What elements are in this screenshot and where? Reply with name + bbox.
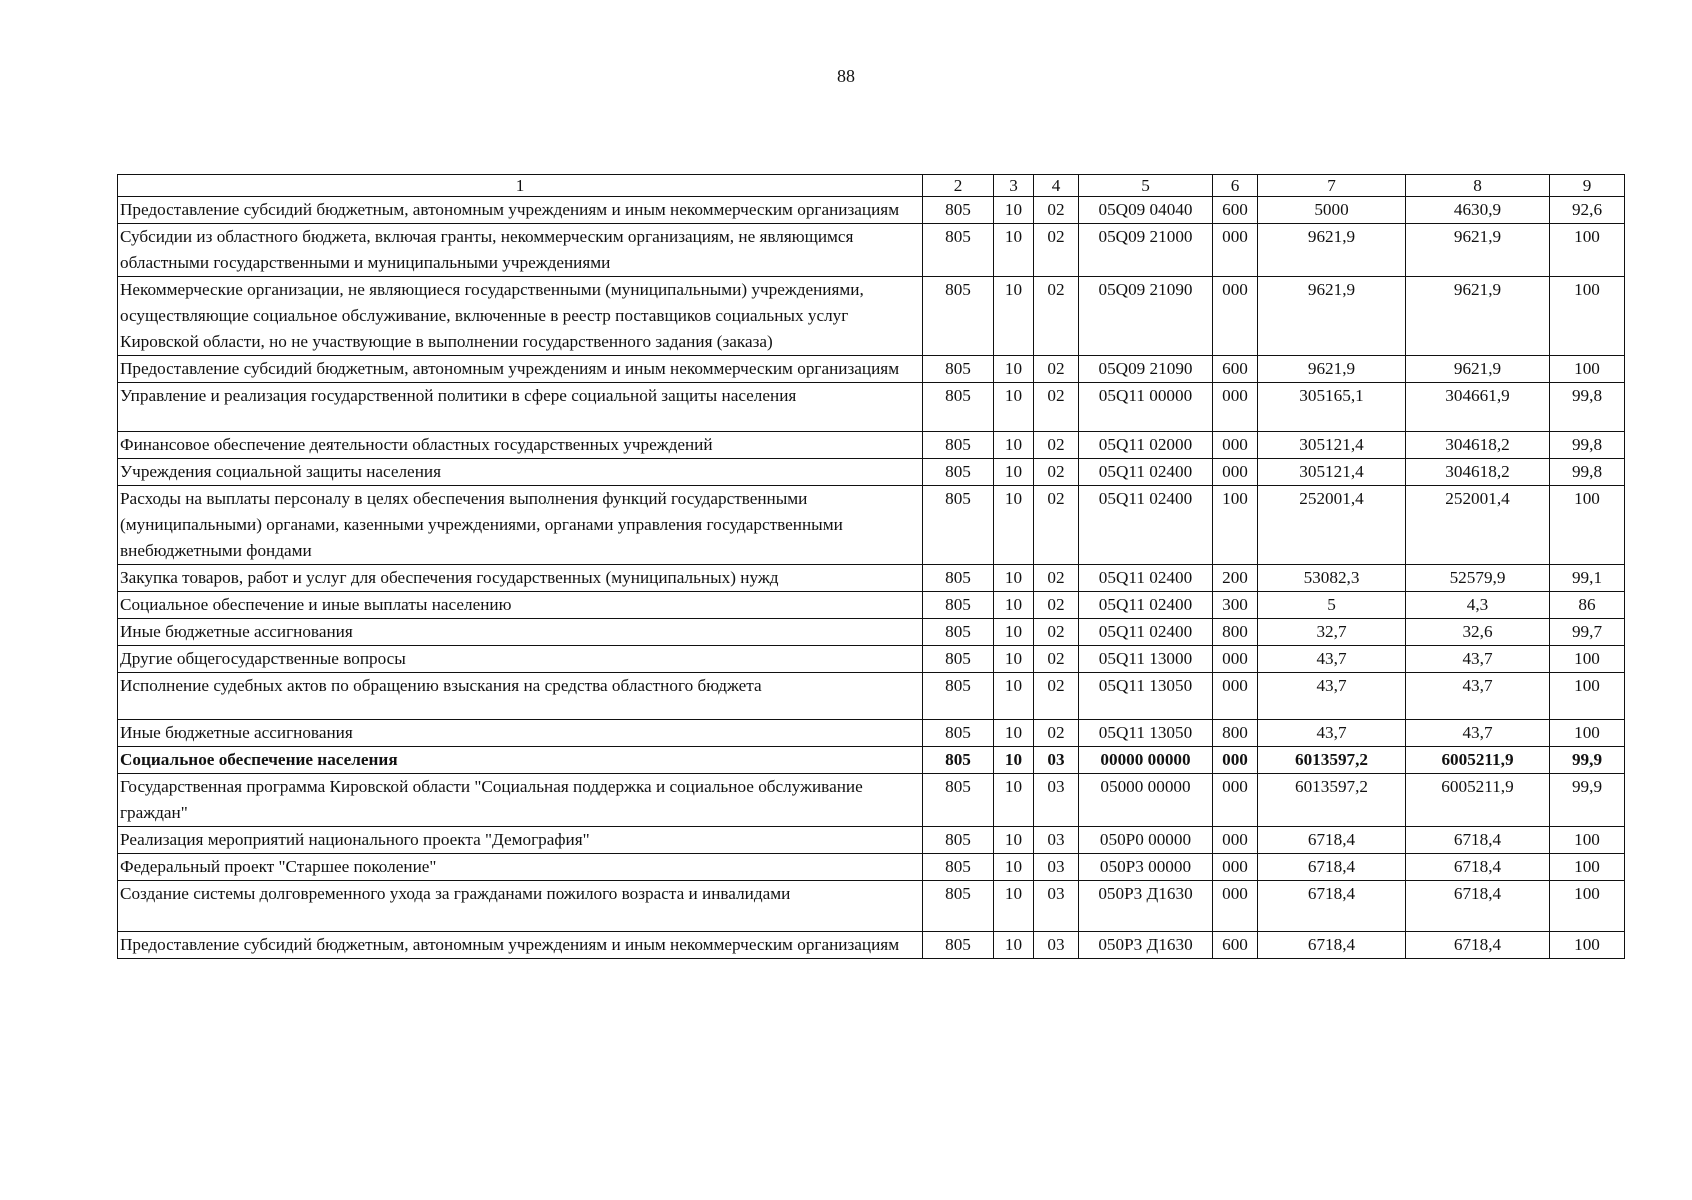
- row-section-cell: 10: [994, 646, 1034, 673]
- row-percent-cell: 100: [1550, 854, 1625, 881]
- row-section-cell: 10: [994, 774, 1034, 827]
- row-expense-type-cell: 800: [1213, 619, 1258, 646]
- row-section-cell: 10: [994, 565, 1034, 592]
- row-section-cell: 10: [994, 881, 1034, 932]
- row-name-cell: Предоставление субсидий бюджетным, автономным учреждениям и иным некоммерческим организациям: [118, 356, 923, 383]
- row-percent-cell: 100: [1550, 881, 1625, 932]
- table-row: [118, 619, 1625, 646]
- row-plan-cell: 32,7: [1258, 619, 1406, 646]
- row-actual-cell: 304618,2: [1406, 432, 1550, 459]
- row-subsection-cell: 02: [1034, 197, 1079, 224]
- table-row: [118, 774, 1625, 827]
- row-section-cell: 10: [994, 486, 1034, 565]
- row-target-cell: 05Q11 13000: [1079, 646, 1213, 673]
- row-name-cell: Управление и реализация государственной политики в сфере социальной защиты населения: [118, 383, 923, 432]
- table-row: [118, 197, 1625, 224]
- row-percent-cell: 100: [1550, 356, 1625, 383]
- table-row: [118, 224, 1625, 277]
- row-actual-cell: 43,7: [1406, 720, 1550, 747]
- row-plan-cell: 6718,4: [1258, 827, 1406, 854]
- row-name-cell: Социальное обеспечение населения: [118, 747, 923, 774]
- row-expense-type-cell: 000: [1213, 881, 1258, 932]
- row-code-cell: 805: [923, 646, 994, 673]
- row-name-cell: Закупка товаров, работ и услуг для обеспечения государственных (муниципальных) нужд: [118, 565, 923, 592]
- row-subsection-cell: 03: [1034, 774, 1079, 827]
- table-row: [118, 565, 1625, 592]
- row-percent-cell: 100: [1550, 646, 1625, 673]
- row-name-cell: Реализация мероприятий национального проекта "Демография": [118, 827, 923, 854]
- row-name-cell: Иные бюджетные ассигнования: [118, 619, 923, 646]
- row-section-cell: 10: [994, 432, 1034, 459]
- row-actual-cell: 6718,4: [1406, 881, 1550, 932]
- row-subsection-cell: 02: [1034, 673, 1079, 720]
- row-subsection-cell: 02: [1034, 565, 1079, 592]
- table-row: [118, 854, 1625, 881]
- table-body: [118, 197, 1625, 959]
- row-section-cell: 10: [994, 459, 1034, 486]
- row-name-cell: Другие общегосударственные вопросы: [118, 646, 923, 673]
- row-section-cell: 10: [994, 619, 1034, 646]
- col-header-6: 6: [1213, 175, 1258, 197]
- row-plan-cell: 43,7: [1258, 673, 1406, 720]
- row-name-cell: Учреждения социальной защиты населения: [118, 459, 923, 486]
- row-target-cell: 05Q11 13050: [1079, 673, 1213, 720]
- row-plan-cell: 5000: [1258, 197, 1406, 224]
- row-plan-cell: 9621,9: [1258, 356, 1406, 383]
- row-percent-cell: 99,8: [1550, 383, 1625, 432]
- row-expense-type-cell: 000: [1213, 459, 1258, 486]
- row-actual-cell: 9621,9: [1406, 356, 1550, 383]
- row-subsection-cell: 03: [1034, 747, 1079, 774]
- row-actual-cell: 32,6: [1406, 619, 1550, 646]
- row-percent-cell: 99,8: [1550, 459, 1625, 486]
- row-actual-cell: 4,3: [1406, 592, 1550, 619]
- row-actual-cell: 9621,9: [1406, 224, 1550, 277]
- row-name-cell: Иные бюджетные ассигнования: [118, 720, 923, 747]
- row-percent-cell: 99,7: [1550, 619, 1625, 646]
- col-header-7: 7: [1258, 175, 1406, 197]
- row-plan-cell: 5: [1258, 592, 1406, 619]
- row-percent-cell: 99,8: [1550, 432, 1625, 459]
- row-name-cell: Субсидии из областного бюджета, включая гранты, некоммерческим организациям, не являющимся областными государственными и муниципальными учреждениями: [118, 224, 923, 277]
- row-expense-type-cell: 000: [1213, 854, 1258, 881]
- row-percent-cell: 100: [1550, 277, 1625, 356]
- col-header-8: 8: [1406, 175, 1550, 197]
- row-actual-cell: 43,7: [1406, 673, 1550, 720]
- row-plan-cell: 6013597,2: [1258, 747, 1406, 774]
- row-name-cell: Финансовое обеспечение деятельности областных государственных учреждений: [118, 432, 923, 459]
- row-percent-cell: 100: [1550, 486, 1625, 565]
- budget-table: [117, 174, 1625, 959]
- row-target-cell: 050P3 Д1630: [1079, 881, 1213, 932]
- row-percent-cell: 99,9: [1550, 747, 1625, 774]
- row-target-cell: 05Q09 21090: [1079, 277, 1213, 356]
- row-plan-cell: 43,7: [1258, 646, 1406, 673]
- row-plan-cell: 252001,4: [1258, 486, 1406, 565]
- row-percent-cell: 99,9: [1550, 774, 1625, 827]
- row-section-cell: 10: [994, 277, 1034, 356]
- row-name-cell: Предоставление субсидий бюджетным, автономным учреждениям и иным некоммерческим организациям: [118, 197, 923, 224]
- table-row: [118, 432, 1625, 459]
- row-target-cell: 050P0 00000: [1079, 827, 1213, 854]
- row-percent-cell: 99,1: [1550, 565, 1625, 592]
- table-row: [118, 673, 1625, 720]
- row-plan-cell: 305121,4: [1258, 459, 1406, 486]
- row-code-cell: 805: [923, 383, 994, 432]
- row-code-cell: 805: [923, 277, 994, 356]
- row-subsection-cell: 02: [1034, 224, 1079, 277]
- col-header-5: 5: [1079, 175, 1213, 197]
- row-percent-cell: 92,6: [1550, 197, 1625, 224]
- row-section-cell: 10: [994, 592, 1034, 619]
- row-actual-cell: 6718,4: [1406, 854, 1550, 881]
- row-code-cell: 805: [923, 224, 994, 277]
- row-percent-cell: 100: [1550, 827, 1625, 854]
- row-section-cell: 10: [994, 747, 1034, 774]
- row-section-cell: 10: [994, 356, 1034, 383]
- row-expense-type-cell: 600: [1213, 932, 1258, 959]
- row-percent-cell: 100: [1550, 932, 1625, 959]
- row-expense-type-cell: 300: [1213, 592, 1258, 619]
- row-subsection-cell: 02: [1034, 277, 1079, 356]
- row-target-cell: 05Q09 04040: [1079, 197, 1213, 224]
- row-subsection-cell: 02: [1034, 646, 1079, 673]
- row-percent-cell: 100: [1550, 720, 1625, 747]
- row-target-cell: 05Q11 02400: [1079, 565, 1213, 592]
- row-section-cell: 10: [994, 854, 1034, 881]
- row-code-cell: 805: [923, 932, 994, 959]
- row-expense-type-cell: 000: [1213, 432, 1258, 459]
- row-target-cell: 00000 00000: [1079, 747, 1213, 774]
- table-row: [118, 486, 1625, 565]
- table-row: [118, 932, 1625, 959]
- row-expense-type-cell: 000: [1213, 827, 1258, 854]
- row-actual-cell: 304661,9: [1406, 383, 1550, 432]
- row-code-cell: 805: [923, 619, 994, 646]
- row-code-cell: 805: [923, 827, 994, 854]
- row-section-cell: 10: [994, 932, 1034, 959]
- row-name-cell: Исполнение судебных актов по обращению взыскания на средства областного бюджета: [118, 673, 923, 720]
- row-target-cell: 05Q09 21000: [1079, 224, 1213, 277]
- row-plan-cell: 6718,4: [1258, 932, 1406, 959]
- row-section-cell: 10: [994, 197, 1034, 224]
- row-name-cell: Государственная программа Кировской области "Социальная поддержка и социальное обслуживание граждан": [118, 774, 923, 827]
- col-header-1: 1: [118, 175, 923, 197]
- row-name-cell: Создание системы долговременного ухода за гражданами пожилого возраста и инвалидами: [118, 881, 923, 932]
- row-code-cell: 805: [923, 486, 994, 565]
- row-plan-cell: 9621,9: [1258, 277, 1406, 356]
- table-row: [118, 277, 1625, 356]
- row-actual-cell: 6718,4: [1406, 932, 1550, 959]
- row-target-cell: 05Q09 21090: [1079, 356, 1213, 383]
- row-target-cell: 05000 00000: [1079, 774, 1213, 827]
- row-target-cell: 050P3 Д1630: [1079, 932, 1213, 959]
- row-expense-type-cell: 100: [1213, 486, 1258, 565]
- table-row: [118, 827, 1625, 854]
- row-name-cell: Расходы на выплаты персоналу в целях обеспечения выполнения функций государственными (муниципальными) органами, казенными учреждениями, органами управления государственными внебюджетными фондами: [118, 486, 923, 565]
- row-name-cell: Федеральный проект "Старшее поколение": [118, 854, 923, 881]
- row-target-cell: 05Q11 02400: [1079, 486, 1213, 565]
- row-target-cell: 05Q11 02000: [1079, 432, 1213, 459]
- row-code-cell: 805: [923, 197, 994, 224]
- row-expense-type-cell: 000: [1213, 646, 1258, 673]
- table-row: [118, 747, 1625, 774]
- row-target-cell: 05Q11 00000: [1079, 383, 1213, 432]
- row-expense-type-cell: 800: [1213, 720, 1258, 747]
- row-code-cell: 805: [923, 459, 994, 486]
- row-expense-type-cell: 000: [1213, 774, 1258, 827]
- row-plan-cell: 53082,3: [1258, 565, 1406, 592]
- row-subsection-cell: 03: [1034, 932, 1079, 959]
- col-header-2: 2: [923, 175, 994, 197]
- row-actual-cell: 4630,9: [1406, 197, 1550, 224]
- row-section-cell: 10: [994, 224, 1034, 277]
- row-subsection-cell: 03: [1034, 881, 1079, 932]
- row-plan-cell: 43,7: [1258, 720, 1406, 747]
- table-row: [118, 592, 1625, 619]
- row-percent-cell: 86: [1550, 592, 1625, 619]
- table-row: [118, 459, 1625, 486]
- col-header-3: 3: [994, 175, 1034, 197]
- row-plan-cell: 6013597,2: [1258, 774, 1406, 827]
- row-percent-cell: 100: [1550, 224, 1625, 277]
- row-section-cell: 10: [994, 383, 1034, 432]
- row-subsection-cell: 02: [1034, 459, 1079, 486]
- row-actual-cell: 252001,4: [1406, 486, 1550, 565]
- row-plan-cell: 9621,9: [1258, 224, 1406, 277]
- row-expense-type-cell: 600: [1213, 197, 1258, 224]
- row-plan-cell: 305165,1: [1258, 383, 1406, 432]
- table-row: [118, 383, 1625, 432]
- row-name-cell: Предоставление субсидий бюджетным, автономным учреждениям и иным некоммерческим организациям: [118, 932, 923, 959]
- row-actual-cell: 6718,4: [1406, 827, 1550, 854]
- row-target-cell: 05Q11 13050: [1079, 720, 1213, 747]
- row-target-cell: 05Q11 02400: [1079, 619, 1213, 646]
- row-actual-cell: 52579,9: [1406, 565, 1550, 592]
- col-header-9: 9: [1550, 175, 1625, 197]
- table-row: [118, 881, 1625, 932]
- row-code-cell: 805: [923, 747, 994, 774]
- row-actual-cell: 6005211,9: [1406, 747, 1550, 774]
- row-code-cell: 805: [923, 881, 994, 932]
- row-name-cell: Социальное обеспечение и иные выплаты населению: [118, 592, 923, 619]
- row-section-cell: 10: [994, 673, 1034, 720]
- page-number: 88: [837, 66, 855, 86]
- col-header-4: 4: [1034, 175, 1079, 197]
- row-subsection-cell: 02: [1034, 432, 1079, 459]
- row-subsection-cell: 02: [1034, 720, 1079, 747]
- row-actual-cell: 304618,2: [1406, 459, 1550, 486]
- row-name-cell: Некоммерческие организации, не являющиеся государственными (муниципальными) учреждениями, осуществляющие социальное обслуживание, включенные в реестр поставщиков социальных услуг Кировской области, но не участвующие в выполнении государственного задания (заказа): [118, 277, 923, 356]
- row-expense-type-cell: 000: [1213, 747, 1258, 774]
- table-row: [118, 356, 1625, 383]
- row-code-cell: 805: [923, 592, 994, 619]
- row-actual-cell: 9621,9: [1406, 277, 1550, 356]
- row-actual-cell: 6005211,9: [1406, 774, 1550, 827]
- row-subsection-cell: 02: [1034, 486, 1079, 565]
- table-row: [118, 720, 1625, 747]
- row-code-cell: 805: [923, 432, 994, 459]
- table-row: [118, 646, 1625, 673]
- row-percent-cell: 100: [1550, 673, 1625, 720]
- row-plan-cell: 6718,4: [1258, 854, 1406, 881]
- row-subsection-cell: 02: [1034, 356, 1079, 383]
- row-subsection-cell: 03: [1034, 827, 1079, 854]
- row-expense-type-cell: 000: [1213, 277, 1258, 356]
- row-expense-type-cell: 200: [1213, 565, 1258, 592]
- row-code-cell: 805: [923, 854, 994, 881]
- row-expense-type-cell: 000: [1213, 224, 1258, 277]
- row-code-cell: 805: [923, 356, 994, 383]
- row-subsection-cell: 03: [1034, 854, 1079, 881]
- row-actual-cell: 43,7: [1406, 646, 1550, 673]
- row-code-cell: 805: [923, 720, 994, 747]
- row-plan-cell: 305121,4: [1258, 432, 1406, 459]
- row-target-cell: 05Q11 02400: [1079, 592, 1213, 619]
- row-expense-type-cell: 000: [1213, 383, 1258, 432]
- row-target-cell: 05Q11 02400: [1079, 459, 1213, 486]
- row-section-cell: 10: [994, 827, 1034, 854]
- row-target-cell: 050P3 00000: [1079, 854, 1213, 881]
- row-code-cell: 805: [923, 565, 994, 592]
- row-subsection-cell: 02: [1034, 619, 1079, 646]
- row-code-cell: 805: [923, 673, 994, 720]
- row-section-cell: 10: [994, 720, 1034, 747]
- row-expense-type-cell: 600: [1213, 356, 1258, 383]
- row-plan-cell: 6718,4: [1258, 881, 1406, 932]
- row-code-cell: 805: [923, 774, 994, 827]
- row-subsection-cell: 02: [1034, 592, 1079, 619]
- header-row: [118, 175, 1625, 197]
- row-expense-type-cell: 000: [1213, 673, 1258, 720]
- row-subsection-cell: 02: [1034, 383, 1079, 432]
